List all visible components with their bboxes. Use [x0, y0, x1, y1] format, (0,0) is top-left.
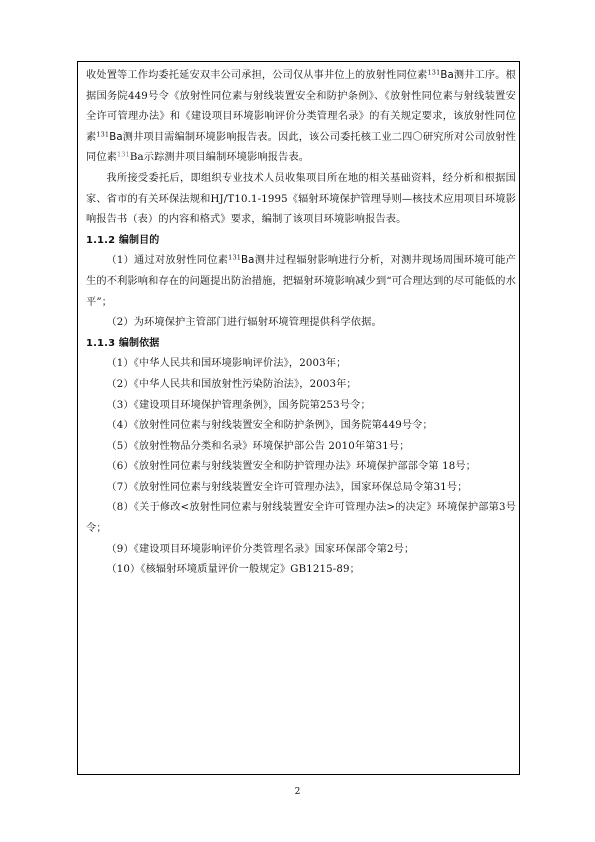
purpose-item-1: [86, 251, 516, 313]
basis-item: （9）《建设项目环境影响评价分类管理名录》国家环保部令第2号；: [106, 543, 415, 555]
intro-text-3: 测井项目需编制环境影响报告表。因此，该公司委托核工业二四〇研究所对公司放射性同位素: [86, 131, 516, 164]
basis-item: （5）《放射性物品分类和名录》环境保护部公告 2010年第31号；: [106, 440, 410, 452]
isotope-symbol: Ba: [109, 131, 123, 143]
isotope-symbol: Ba: [241, 255, 255, 267]
isotope-superscript: 131: [96, 130, 110, 139]
purpose-item-1-text-b: 测井过程辐射影响进行分析，对测井现场周围环境可能产生的不利影响和存在的问题提出防治措施，把辐射环境影响减少到“可合理达到的尽可能低的水平”；: [86, 255, 517, 308]
basis-item: （8）《关于修改<放射性同位素与射线装置安全许可管理办法>的决定》环境保护部第3号令；: [86, 502, 516, 535]
intro-text-1: 收处置等工作均委托延安双丰公司承担，公司仅从事井位上的放射性同位素: [86, 70, 428, 81]
isotope-superscript: 131: [228, 253, 242, 262]
basis-item: （2）《中华人民共和国放射性污染防治法》，2003年；: [106, 378, 357, 390]
intro-text-4: 示踪测井项目编制环境影响报告表。: [143, 152, 310, 164]
document-body: [86, 66, 516, 581]
page-number: 2: [294, 787, 301, 797]
basis-item: （6）《放射性同位素与射线装置安全和防护管理办法》环境保护部部令第 18号；: [106, 461, 477, 473]
section-heading-basis: 1.1.3 编制依据: [86, 337, 160, 349]
intro-text-2: 测井工序。根据国务院449号令《放射性同位素与射线装置安全和防护条例》、《放射性同位素与射线装置安全许可管理办法》和《建设项目环境影响评价分类管理名录》的有关规定要求，该放射性同位素: [86, 70, 516, 143]
basis-item: （1）《中华人民共和国环境影响评价法》，2003年；: [106, 358, 347, 370]
basis-item: （3）《建设项目环境保护管理条例》，国务院第253号令；: [106, 399, 371, 411]
section-heading-purpose: 1.1.2 编制目的: [86, 234, 160, 246]
basis-item: （10）《核辐射环境质量评价一般规定》GB1215-89；: [106, 564, 360, 576]
purpose-item-2: （2）为环境保护主管部门进行辐射环境管理提供科学依据。: [106, 317, 382, 329]
isotope-symbol: Ba: [129, 152, 144, 164]
basis-item: （7）《放射性同位素与射线装置安全许可管理办法》，国家环保总局令第31号；: [106, 481, 468, 493]
isotope-superscript: 131: [117, 150, 130, 159]
isotope-superscript: 131: [427, 68, 441, 77]
isotope-symbol: Ba: [440, 70, 454, 81]
purpose-item-1-text-a: （1）通过对放射性同位素: [106, 255, 229, 267]
basis-item: （4）《放射性同位素与射线装置安全和防护条例》，国务院第449号令；: [106, 420, 433, 432]
intro-paragraph-1: [86, 66, 516, 169]
intro-paragraph-2: 我所接受委托后，即组织专业技术人员收集项目所在地的相关基础资料，经分析和根据国家、省市的有关环保法规和HJ/T10.1-1995《辐射环境保护管理导则—核技术应用项目环境影响报告书（表）的内容和格式》要求，编制了该项目环境影响报告表。: [86, 172, 516, 226]
